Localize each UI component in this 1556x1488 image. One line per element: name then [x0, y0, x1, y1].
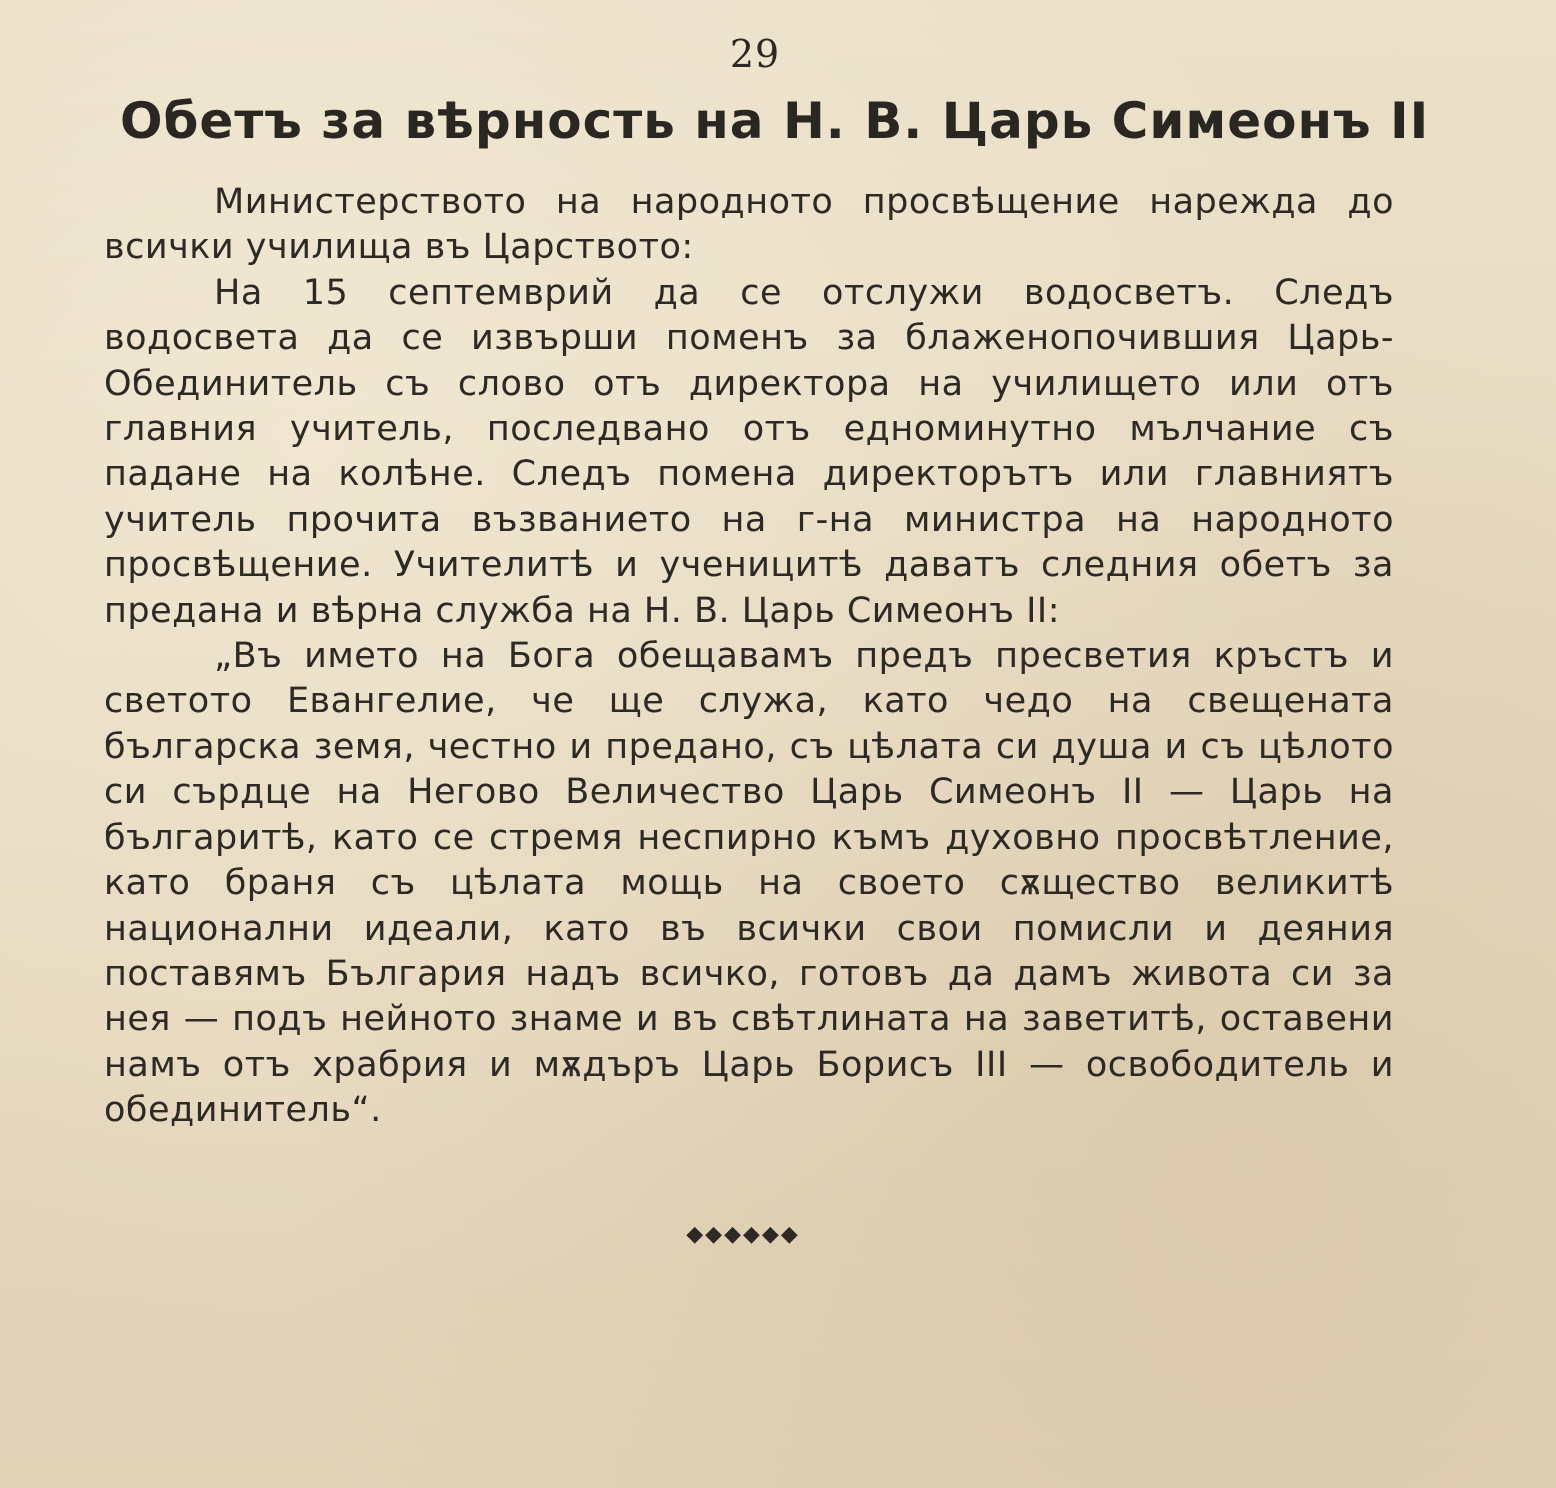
ornament-divider: ◆◆◆◆◆◆ — [686, 1222, 800, 1247]
page-title: Обетъ за вѣрность на Н. В. Царь Симеонъ II — [120, 92, 1430, 150]
page-number: 29 — [729, 32, 781, 76]
paragraph-ministry-order: Министерството на народното просвѣщение нарежда до всички училища въ Царството: — [104, 182, 1394, 268]
paragraph-oath: „Въ името на Бога обещавамъ предъ пресветия кръстъ и светото Евангелие, че ще служа, като чедо на свещената българска земя, честно и предано, съ цѣлата си душа и съ цѣлото си сърдце на Негово Величество Царь Симеонъ II — Царь на българитѣ, като се стремя неспирно къмъ духовно просвѣтление, като браня съ цѣлата мощь на своето сѫщество великитѣ национални идеали, като въ всички свои помисли и деяния поставямъ България надъ всичко, готовъ да дамъ живота си за нея — подъ нейното знаме и въ свѣтлината на заветитѣ, оставени намъ отъ храбрия и мѫдъръ Царь Борисъ III — освободитель и обединитель“. — [104, 636, 1394, 1131]
body-text — [104, 180, 1394, 1134]
paragraph-ceremony: На 15 септемврий да се отслужи водосветъ. Следъ водосвета да се извърши поменъ за блаженопочившия Царь-Обединитель съ слово отъ директора на училището или отъ главния учитель, последвано отъ едноминутно мълчание съ падане на колѣне. Следъ помена директорътъ или главниятъ учитель прочита възванието на г-на министра на народното просвѣщение. Учителитѣ и ученицитѣ даватъ следния обетъ за предана и вѣрна служба на Н. В. Царь Симеонъ II: — [104, 272, 1394, 631]
